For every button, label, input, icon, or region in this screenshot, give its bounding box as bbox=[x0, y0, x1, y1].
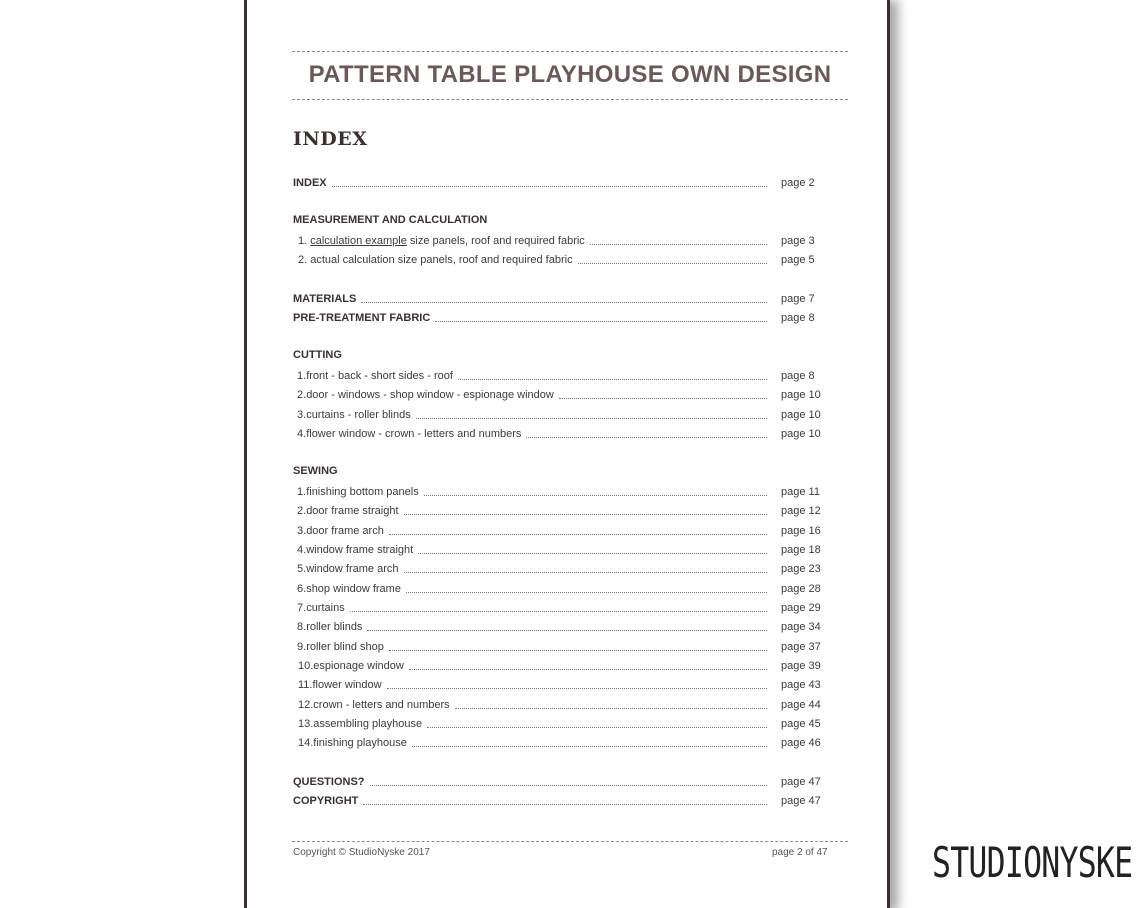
top-divider bbox=[292, 51, 848, 52]
item-number: 8. bbox=[297, 621, 307, 634]
toc-entry[interactable] bbox=[293, 367, 825, 383]
toc-entry[interactable] bbox=[293, 618, 825, 634]
item-number: 3. bbox=[297, 408, 307, 421]
toc-page: page 47 bbox=[781, 795, 821, 807]
toc-entry[interactable] bbox=[293, 676, 825, 692]
item-number: 5. bbox=[297, 563, 307, 576]
toc-entry[interactable] bbox=[293, 232, 825, 248]
toc-entry[interactable] bbox=[293, 599, 825, 615]
leader-dots bbox=[455, 708, 767, 709]
toc-entry[interactable] bbox=[293, 696, 825, 712]
toc-page: page 47 bbox=[781, 776, 821, 788]
leader-dots bbox=[409, 669, 767, 670]
item-label: crown - letters and numbers bbox=[313, 698, 450, 711]
toc-page: page 3 bbox=[781, 235, 815, 247]
item-number: 3. bbox=[297, 524, 307, 537]
item-label: curtains bbox=[306, 601, 345, 614]
leader-dots bbox=[578, 263, 767, 264]
leader-dots bbox=[424, 495, 767, 496]
footer-divider bbox=[292, 841, 848, 842]
toc-label: INDEX bbox=[293, 177, 327, 189]
item-label: shop window frame bbox=[306, 582, 401, 595]
toc-entry-index[interactable] bbox=[293, 174, 825, 190]
toc-label: COPYRIGHT bbox=[293, 795, 359, 807]
item-label: curtains - roller blinds bbox=[306, 408, 411, 421]
toc-entry-pretreatment[interactable] bbox=[293, 309, 825, 325]
item-number: 13. bbox=[298, 717, 314, 730]
toc-label bbox=[293, 370, 453, 383]
toc-entry[interactable] bbox=[293, 715, 825, 731]
footer-copyright: Copyright © StudioNyske 2017 bbox=[293, 847, 430, 858]
toc-page: page 11 bbox=[781, 486, 820, 498]
toc-page: page 8 bbox=[781, 370, 815, 382]
item-label-rest: size panels, roof and required fabric bbox=[406, 235, 585, 247]
leader-dots bbox=[427, 727, 767, 728]
toc-page: page 43 bbox=[781, 679, 821, 692]
leader-dots bbox=[559, 398, 767, 399]
toc-label bbox=[293, 525, 384, 538]
toc-page: page 46 bbox=[781, 737, 821, 750]
item-label: actual calculation size panels, roof and required fabric bbox=[310, 254, 573, 266]
toc-label: QUESTIONS? bbox=[293, 776, 365, 788]
toc-label bbox=[293, 544, 413, 557]
leader-dots bbox=[590, 244, 767, 245]
toc-entry[interactable] bbox=[293, 483, 825, 499]
leader-dots bbox=[350, 611, 767, 612]
item-label: espionage window bbox=[313, 659, 404, 672]
leader-dots bbox=[361, 302, 767, 303]
toc-label bbox=[293, 718, 422, 731]
leader-dots bbox=[418, 553, 767, 554]
leader-dots bbox=[404, 514, 767, 515]
toc-label bbox=[293, 641, 384, 654]
toc-page: page 39 bbox=[781, 659, 821, 672]
item-label: assembling playhouse bbox=[313, 717, 423, 730]
toc-entry[interactable] bbox=[293, 251, 825, 267]
leader-dots bbox=[363, 804, 767, 805]
toc-page: page 7 bbox=[781, 293, 815, 305]
leader-dots bbox=[412, 746, 767, 747]
toc-page: page 8 bbox=[781, 312, 815, 324]
item-label: window frame arch bbox=[306, 563, 399, 576]
toc-page: page 10 bbox=[781, 389, 821, 402]
item-number: 12. bbox=[298, 698, 314, 711]
title-divider bbox=[292, 99, 848, 100]
toc-page: page 45 bbox=[781, 717, 821, 730]
toc-entry[interactable] bbox=[293, 560, 825, 576]
section-measurement: MEASUREMENT AND CALCULATION bbox=[293, 214, 488, 226]
leader-dots bbox=[406, 592, 767, 593]
item-label: finishing bottom panels bbox=[306, 486, 419, 498]
item-number: 2. bbox=[298, 254, 308, 266]
item-label: flower window - crown - letters and numbers bbox=[306, 427, 522, 440]
toc-label bbox=[293, 428, 521, 441]
item-number: 2. bbox=[297, 389, 307, 402]
toc-page: page 12 bbox=[781, 505, 821, 518]
leader-dots bbox=[389, 534, 767, 535]
leader-dots bbox=[387, 688, 767, 689]
toc-label bbox=[293, 679, 382, 692]
leader-dots bbox=[435, 321, 767, 322]
toc-page: page 34 bbox=[781, 621, 821, 634]
section-sewing: SEWING bbox=[293, 465, 338, 477]
item-number: 2. bbox=[297, 505, 307, 518]
index-heading: INDEX bbox=[293, 128, 368, 150]
document-title: PATTERN TABLE PLAYHOUSE OWN DESIGN bbox=[308, 61, 832, 88]
toc-page: page 18 bbox=[781, 543, 821, 556]
item-label: door frame arch bbox=[306, 524, 384, 537]
item-number: 1. bbox=[297, 370, 307, 382]
toc-label bbox=[293, 621, 362, 634]
toc-label bbox=[293, 505, 399, 518]
toc-entry[interactable] bbox=[293, 638, 825, 654]
leader-dots bbox=[416, 418, 767, 419]
toc-label bbox=[293, 486, 419, 499]
toc-label bbox=[293, 563, 399, 576]
toc-entry-questions[interactable] bbox=[293, 773, 825, 789]
section-cutting: CUTTING bbox=[293, 349, 342, 361]
leader-dots bbox=[458, 379, 767, 380]
toc-entry[interactable] bbox=[293, 657, 825, 673]
brand-logo: STUDIONYSKE bbox=[932, 838, 1133, 887]
toc-entry[interactable] bbox=[293, 541, 825, 557]
toc-entry[interactable] bbox=[293, 386, 825, 402]
item-number: 1. bbox=[297, 486, 307, 498]
calculation-example-link[interactable]: calculation example bbox=[310, 235, 407, 247]
toc-entry-materials[interactable] bbox=[293, 290, 825, 306]
toc-label: MATERIALS bbox=[293, 293, 357, 305]
toc-label bbox=[293, 409, 411, 422]
leader-dots bbox=[332, 186, 767, 187]
item-label: finishing playhouse bbox=[313, 737, 407, 750]
toc-page: page 10 bbox=[781, 408, 821, 421]
toc-label bbox=[293, 583, 401, 596]
item-label: front - back - short sides - roof bbox=[306, 370, 453, 382]
leader-dots bbox=[370, 785, 767, 786]
leader-dots bbox=[404, 572, 767, 573]
item-number: 4. bbox=[297, 543, 307, 556]
toc-page: page 16 bbox=[781, 524, 821, 537]
leader-dots bbox=[389, 650, 767, 651]
toc-label bbox=[293, 389, 554, 402]
item-number: 6. bbox=[297, 582, 307, 595]
toc-label bbox=[293, 699, 450, 712]
item-number: 9. bbox=[297, 640, 307, 653]
toc-page: page 28 bbox=[781, 582, 821, 595]
toc-label bbox=[293, 737, 407, 750]
toc-page: page 2 bbox=[781, 177, 815, 189]
toc-entry[interactable] bbox=[293, 502, 825, 518]
item-label: flower window bbox=[312, 679, 382, 692]
toc-page: page 10 bbox=[781, 427, 821, 440]
toc-label: PRE-TREATMENT FABRIC bbox=[293, 312, 431, 324]
footer-page-number: page 2 of 47 bbox=[772, 847, 828, 858]
toc-entry[interactable] bbox=[293, 425, 825, 441]
item-number: 4. bbox=[297, 427, 307, 440]
item-label: door frame straight bbox=[306, 505, 399, 518]
toc-label bbox=[293, 602, 345, 615]
toc-entry[interactable] bbox=[293, 734, 825, 750]
leader-dots bbox=[367, 630, 767, 631]
item-number: 14. bbox=[298, 737, 314, 750]
toc-entry[interactable] bbox=[293, 522, 825, 538]
toc-label bbox=[293, 254, 573, 267]
leader-dots bbox=[526, 437, 767, 438]
toc-page: page 5 bbox=[781, 254, 815, 266]
item-label: window frame straight bbox=[306, 543, 414, 556]
item-number: 10. bbox=[298, 659, 314, 672]
toc-page: page 23 bbox=[781, 563, 821, 576]
toc-page: page 37 bbox=[781, 640, 821, 653]
toc-label bbox=[293, 235, 585, 248]
toc-entry-copyright[interactable] bbox=[293, 792, 825, 808]
toc-label bbox=[293, 660, 404, 673]
item-label: roller blinds bbox=[306, 621, 363, 634]
item-number: 7. bbox=[297, 601, 307, 614]
toc-entry[interactable] bbox=[293, 580, 825, 596]
toc-page: page 29 bbox=[781, 601, 821, 614]
item-label: roller blind shop bbox=[306, 640, 384, 653]
item-number: 1. bbox=[298, 235, 308, 247]
toc-entry[interactable] bbox=[293, 406, 825, 422]
item-label: door - windows - shop window - espionage window bbox=[306, 389, 554, 402]
toc-page: page 44 bbox=[781, 698, 821, 711]
item-number: 11. bbox=[298, 679, 313, 692]
